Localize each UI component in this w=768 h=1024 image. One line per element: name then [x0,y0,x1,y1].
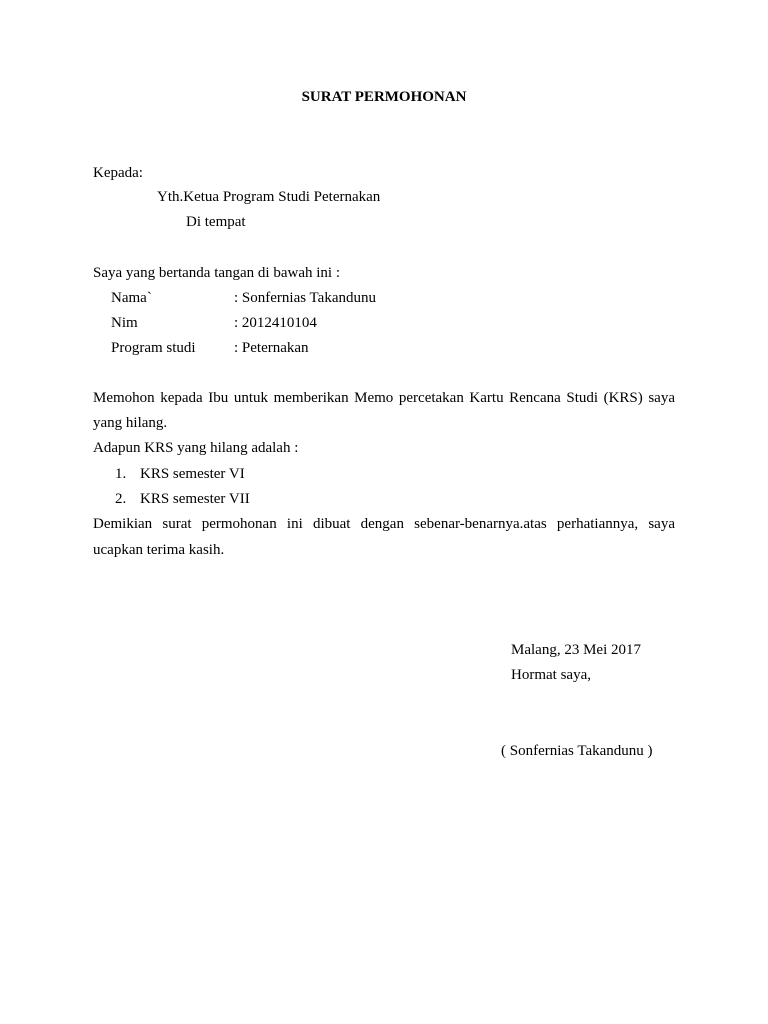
request-line-2: yang hilang. [93,415,168,431]
lost-item-text: KRS semester VII [140,491,250,507]
regards-text: Hormat saya, [511,667,591,683]
identity-value-program: : Peternakan [234,340,309,356]
closing-line-1: Demikian surat permohonan ini dibuat dengan sebenar-benarnya.atas perhatiannya, saya [93,516,675,532]
identity-label-program: Program studi [111,340,196,356]
identity-value-nim: : 2012410104 [234,315,317,331]
identity-label-nim: Nim [111,315,138,331]
identity-label-nama: Nama` [111,290,152,306]
intro-text: Saya yang bertanda tangan di bawah ini : [93,265,341,281]
lost-item-number: 2. [115,491,127,507]
recipient-line-1: Yth.Ketua Program Studi Peternakan [157,189,381,205]
recipient-kepada: Kepada: [93,165,143,181]
request-line-1: Memohon kepada Ibu untuk memberikan Memo percetakan Kartu Rencana Studi (KRS) saya [93,390,675,406]
signature-name: ( Sonfernias Takandunu ) [501,743,653,759]
letter-title: SURAT PERMOHONAN [301,89,467,105]
lost-item-number: 1. [115,466,127,482]
recipient-line-2: Di tempat [186,214,246,230]
closing-line-2: ucapkan terima kasih. [93,542,225,558]
place-date: Malang, 23 Mei 2017 [511,642,641,658]
lost-item-text: KRS semester VI [140,466,245,482]
lost-intro: Adapun KRS yang hilang adalah : [93,440,299,456]
identity-value-nama: : Sonfernias Takandunu [234,290,376,306]
